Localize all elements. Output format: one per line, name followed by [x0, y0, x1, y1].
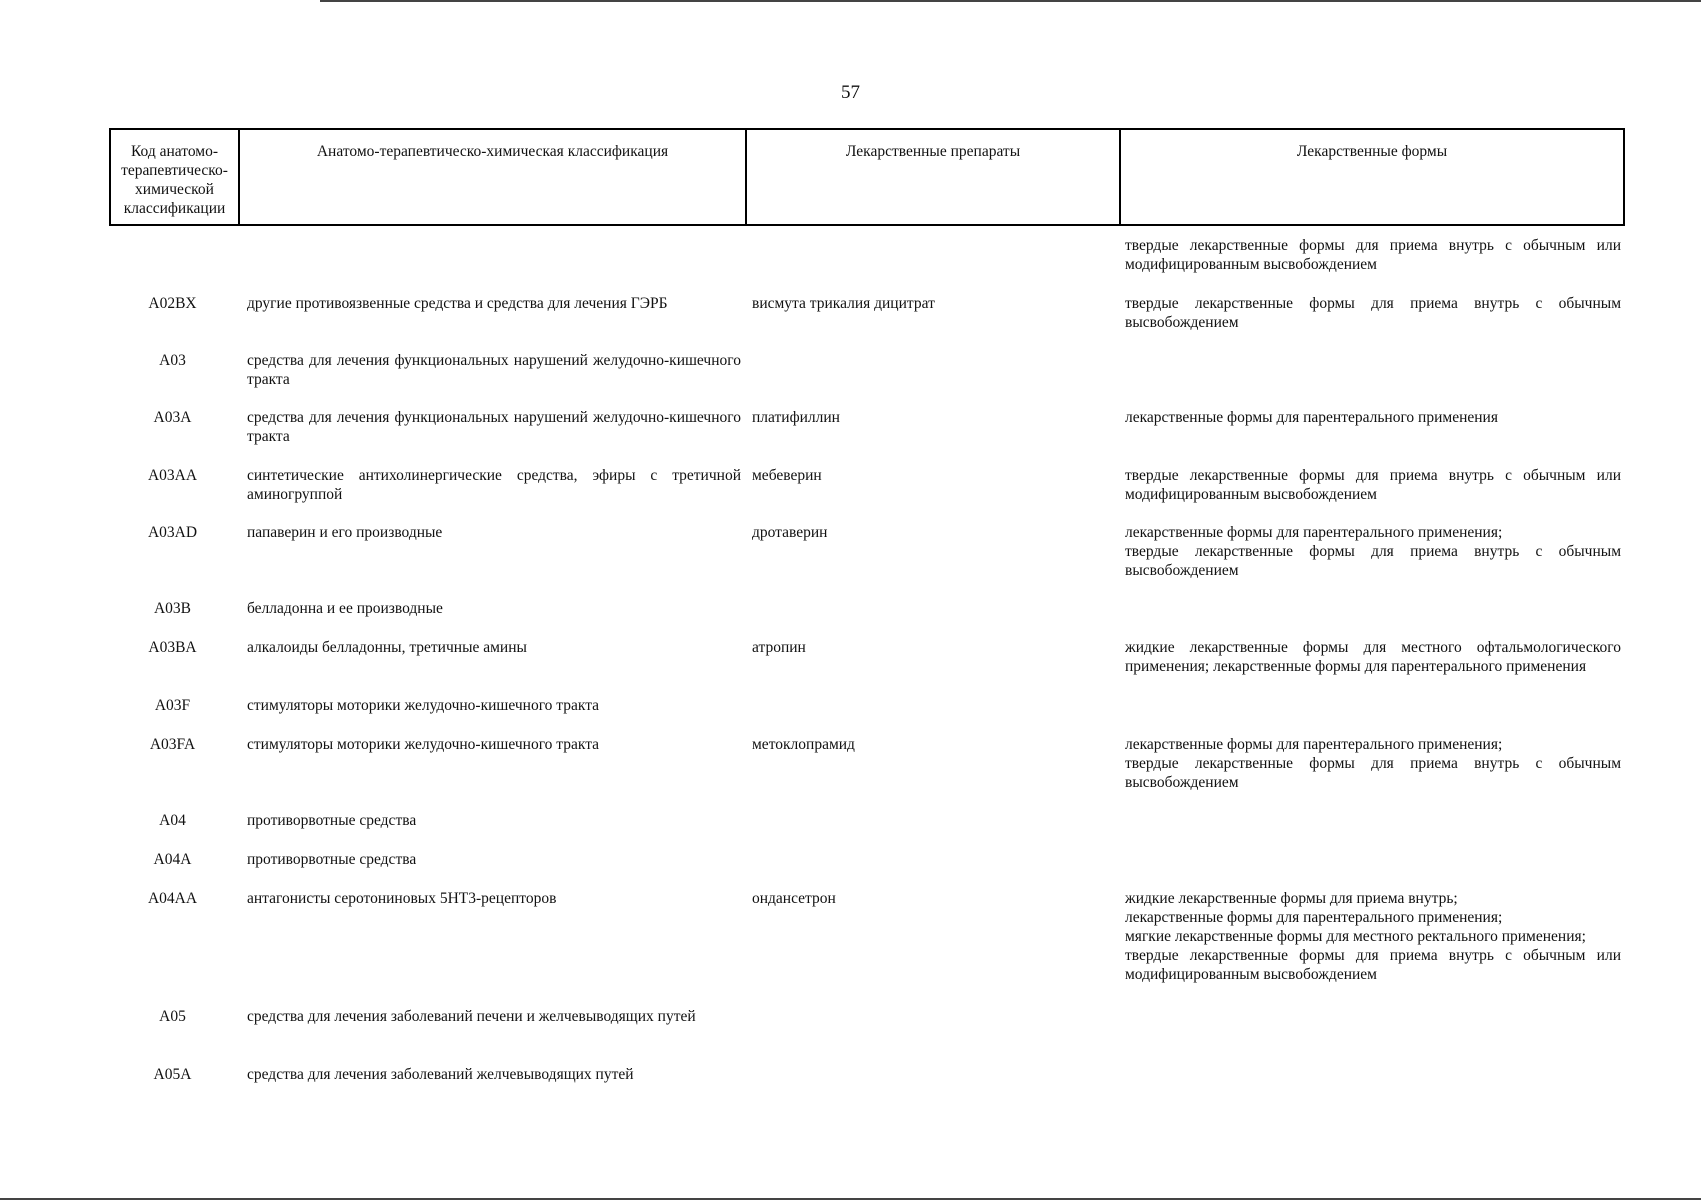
atc-classification: противорвотные средства — [247, 851, 417, 868]
atc-classification: средства для лечения заболеваний желчевыводящих путей — [247, 1066, 634, 1083]
dosage-form-line: жидкие лекарственные формы для местного офтальмологического применения; лекарственные формы для парентерального применения — [1125, 639, 1621, 675]
dosage-forms — [1125, 236, 1621, 274]
dosage-forms — [1125, 408, 1621, 427]
atc-code: A04 — [159, 812, 186, 829]
drug-name: мебеверин — [752, 467, 822, 484]
atc-code: A03A — [153, 409, 192, 426]
atc-code: A05A — [153, 1066, 192, 1083]
atc-classification: другие противоязвенные средства и средства для лечения ГЭРБ — [247, 295, 668, 312]
atc-code: A03B — [153, 600, 192, 617]
page-number: 57 — [841, 82, 860, 103]
dosage-form-line: твердые лекарственные формы для приема внутрь с обычным высвобождением — [1125, 755, 1621, 791]
atc-code: A03BA — [148, 639, 197, 656]
atc-code: A03AD — [147, 524, 198, 541]
drug-name: метоклопрамид — [752, 736, 855, 753]
atc-classification: алкалоиды белладонны, третичные амины — [247, 639, 527, 656]
header-drugs: Лекарственные препараты — [745, 130, 1119, 224]
atc-code: A03FA — [149, 736, 196, 753]
atc-code: A03AA — [147, 467, 198, 484]
table-header — [109, 128, 1625, 226]
atc-classification: синтетические антихолинергические средства, эфиры с третичной аминогруппой — [247, 467, 741, 503]
drug-name: атропин — [752, 639, 806, 656]
atc-code: A03F — [154, 697, 191, 714]
dosage-forms — [1125, 523, 1621, 580]
atc-classification: средства для лечения функциональных нарушений желудочно-кишечного тракта — [247, 352, 741, 388]
atc-code: A05 — [159, 1008, 186, 1025]
atc-classification: средства для лечения функциональных нарушений желудочно-кишечного тракта — [247, 409, 741, 445]
atc-classification: антагонисты серотониновых 5HT3-рецепторов — [247, 890, 557, 907]
dosage-form-line: твердые лекарственные формы для приема внутрь с обычным или модифицированным высвобождением — [1125, 947, 1621, 983]
drug-name: ондансетрон — [752, 890, 836, 907]
dosage-form-line: лекарственные формы для парентерального применения; — [1125, 909, 1503, 926]
dosage-form-line: твердые лекарственные формы для приема внутрь с обычным или модифицированным высвобождением — [1125, 467, 1621, 503]
header-dosage-forms: Лекарственные формы — [1119, 130, 1623, 224]
atc-classification: средства для лечения заболеваний печени и желчевыводящих путей — [247, 1008, 696, 1025]
header-code: Код анатомо-терапевтическо-химической классификации — [121, 143, 228, 217]
dosage-form-line: лекарственные формы для парентерального применения — [1125, 409, 1498, 426]
drug-name: дротаверин — [752, 524, 828, 541]
dosage-form-line: твердые лекарственные формы для приема внутрь с обычным или модифицированным высвобождением — [1125, 237, 1621, 273]
dosage-form-line: лекарственные формы для парентерального применения; — [1125, 524, 1503, 541]
atc-code: A02BX — [148, 295, 197, 312]
dosage-form-line: твердые лекарственные формы для приема внутрь с обычным высвобождением — [1125, 543, 1621, 579]
dosage-forms — [1125, 889, 1621, 984]
dosage-forms — [1125, 294, 1621, 332]
dosage-form-line: твердые лекарственные формы для приема внутрь с обычным высвобождением — [1125, 295, 1621, 331]
dosage-forms — [1125, 735, 1621, 792]
atc-classification: белладонна и ее производные — [247, 600, 443, 617]
drug-name: висмута трикалия дицитрат — [752, 295, 935, 312]
atc-code: A03 — [159, 352, 186, 369]
dosage-form-line: лекарственные формы для парентерального применения; — [1125, 736, 1503, 753]
atc-classification: стимуляторы моторики желудочно-кишечного тракта — [247, 736, 600, 753]
dosage-form-line: жидкие лекарственные формы для приема внутрь; — [1125, 890, 1458, 907]
atc-classification: папаверин и его производные — [247, 524, 443, 541]
atc-code: A04A — [153, 851, 192, 868]
header-atc-classification: Анатомо-терапевтическо-химическая классификация — [238, 130, 745, 224]
drug-name: платифиллин — [752, 409, 840, 426]
atc-classification: стимуляторы моторики желудочно-кишечного тракта — [247, 697, 600, 714]
dosage-forms — [1125, 638, 1621, 676]
dosage-forms — [1125, 466, 1621, 504]
scan-edge-top — [320, 0, 1701, 2]
atc-classification: противорвотные средства — [247, 812, 417, 829]
dosage-form-line: мягкие лекарственные формы для местного ректального применения; — [1125, 928, 1586, 945]
atc-code: A04AA — [147, 890, 198, 907]
